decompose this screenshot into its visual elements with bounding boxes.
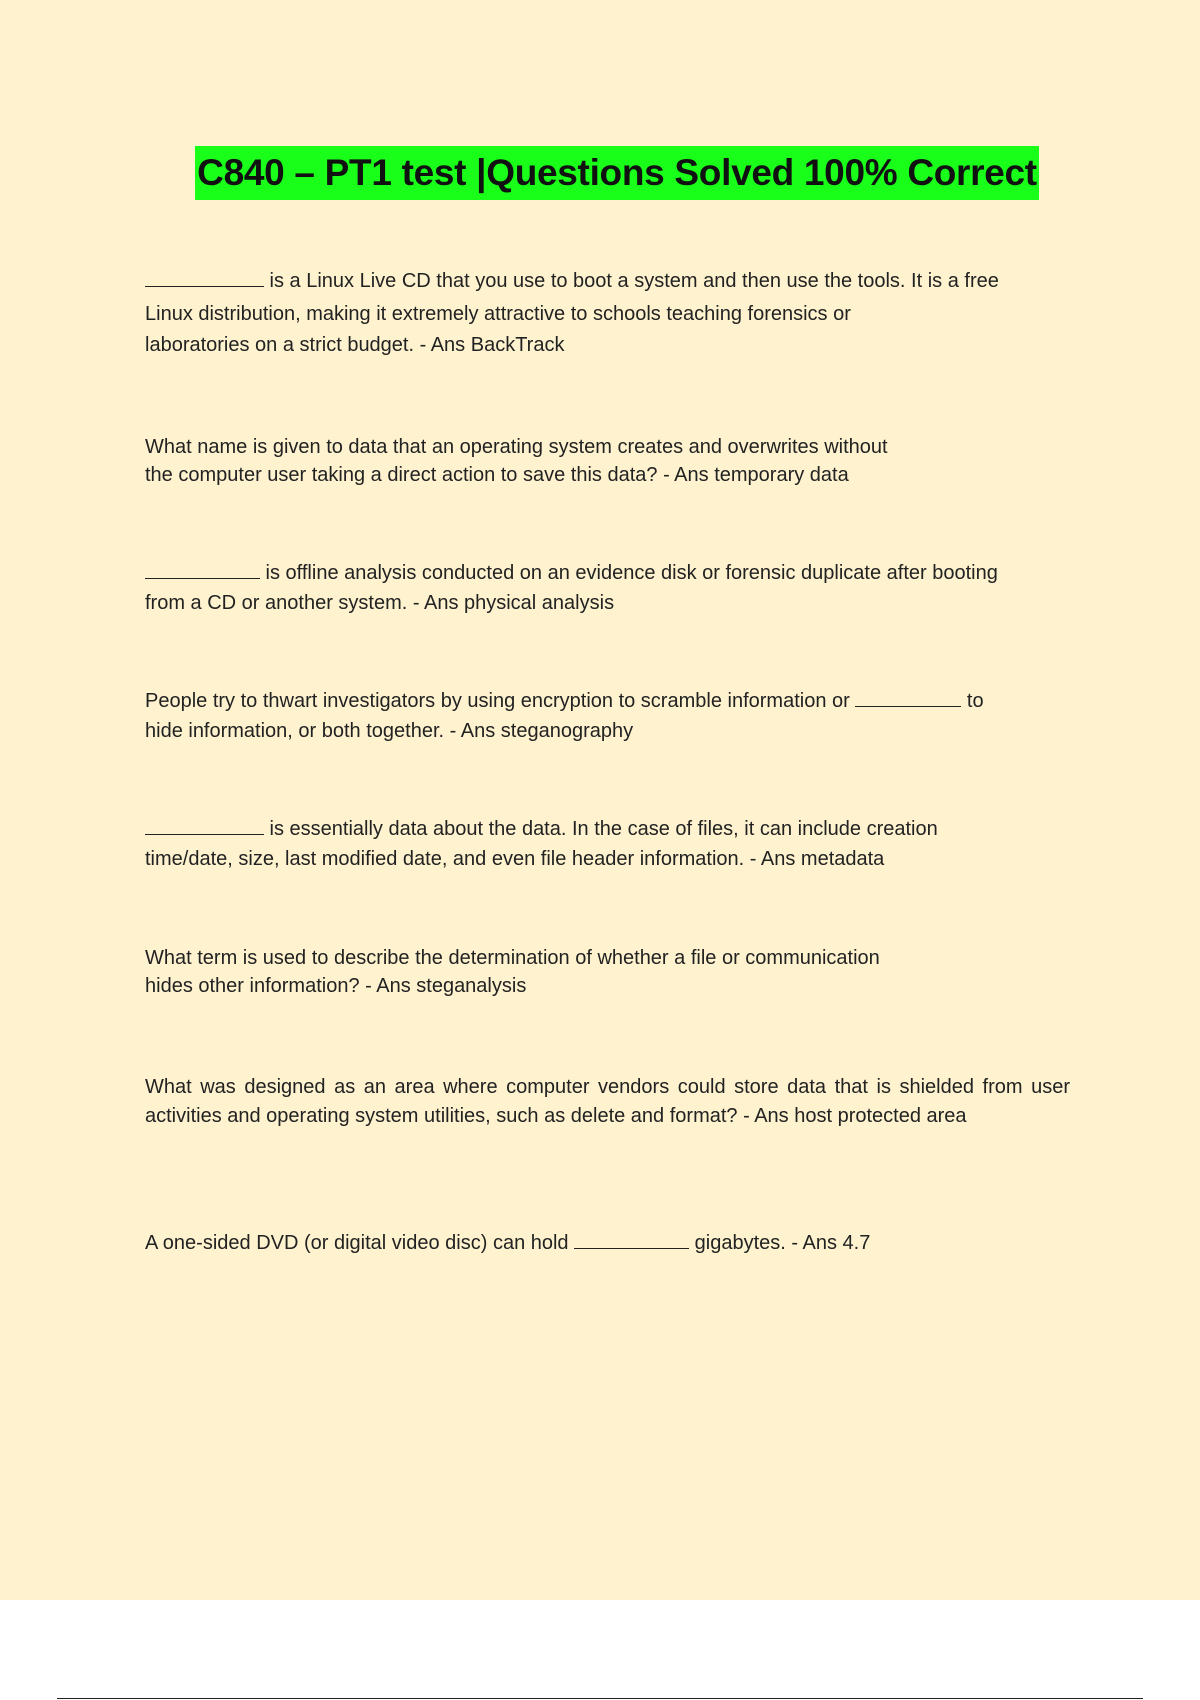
qa-item-2	[145, 433, 1070, 489]
qa-line: time/date, size, last modified date, and even file header information. - Ans metadata	[145, 848, 885, 870]
qa-item-7: What was designed as an area where computer vendors could store data that is shielded from user activities and operating system utilities, such as delete and format? - Ans host protected area	[145, 1076, 1070, 1127]
qa-line	[145, 1229, 1070, 1257]
qa-line: from a CD or another system. - Ans physical analysis	[145, 592, 615, 614]
qa-line: hide information, or both together. - Ans steganography	[145, 720, 634, 742]
qa-line	[145, 685, 1070, 717]
qa-line	[145, 813, 1070, 845]
qa-line: What term is used to describe the determination of whether a file or communication	[145, 947, 880, 969]
qa-item-6	[145, 944, 1070, 1000]
answer-blank	[145, 268, 264, 287]
qa-item-3	[145, 557, 1070, 617]
answer-blank	[145, 560, 260, 579]
answer-blank	[855, 688, 961, 707]
qa-line	[145, 557, 1070, 589]
qa-item-4	[145, 685, 1070, 745]
title-container	[0, 146, 1200, 200]
qa-text: is a Linux Live CD that you use to boot a system and then use the tools. It is a free	[264, 270, 999, 292]
footer-divider	[57, 1698, 1143, 1699]
document-title: C840 – PT1 test |Questions Solved 100% Correct	[195, 146, 1039, 200]
qa-text: gigabytes. - Ans 4.7	[689, 1232, 871, 1254]
answer-blank	[145, 816, 264, 835]
qa-text: to	[961, 690, 984, 712]
qa-line: laboratories on a strict budget. - Ans BackTrack	[145, 334, 565, 356]
qa-line: hides other information? - Ans steganalysis	[145, 975, 527, 997]
qa-text: A one-sided DVD (or digital video disc) can hold	[145, 1232, 575, 1254]
qa-line: Linux distribution, making it extremely attractive to schools teaching forensics or	[145, 303, 851, 325]
qa-text: is offline analysis conducted on an evidence disk or forensic duplicate after booting	[260, 562, 998, 584]
qa-item-8	[145, 1229, 1070, 1257]
qa-line: the computer user taking a direct action to save this data? - Ans temporary data	[145, 464, 849, 486]
qa-line	[145, 265, 1070, 297]
qa-text: People try to thwart investigators by using encryption to scramble information or	[145, 690, 856, 712]
qa-item-5	[145, 813, 1070, 873]
answer-blank	[574, 1230, 689, 1249]
qa-item-1	[145, 265, 1070, 359]
qa-text: is essentially data about the data. In the case of files, it can include creation	[264, 818, 938, 840]
qa-line: What name is given to data that an operating system creates and overwrites without	[145, 436, 888, 458]
